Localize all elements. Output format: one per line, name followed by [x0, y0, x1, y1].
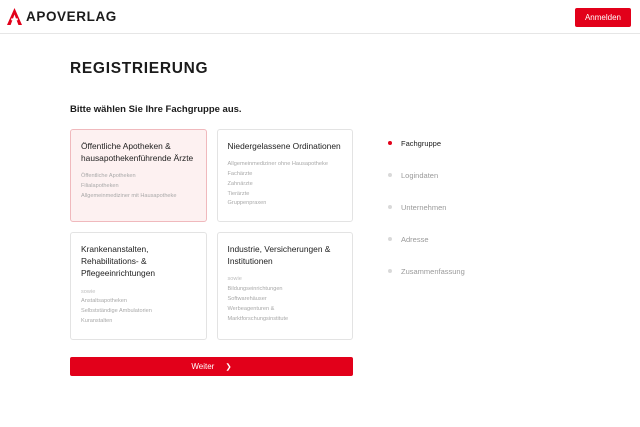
card-subitem: Öffentliche Apotheken [81, 173, 136, 180]
fachgruppe-card-krankenanstalten[interactable] [70, 232, 207, 340]
card-subitem: Allgemeinmediziner ohne Hausapotheke [227, 161, 328, 168]
form-layout [70, 129, 570, 376]
card-subitem: Fachärzte [227, 170, 253, 177]
step-dot-icon [388, 269, 392, 273]
step-label: Adresse [401, 234, 429, 244]
page-title: REGISTRIERUNG [70, 60, 209, 77]
login-button[interactable]: Anmelden [575, 8, 631, 27]
card-subitem: Filialapotheken [81, 183, 119, 190]
card-subitem: Bildungseinrichtungen [227, 286, 283, 293]
fachgruppe-card-industrie[interactable] [217, 232, 354, 340]
step-item-unternehmen[interactable] [388, 191, 570, 223]
card-subitem: Softwarehäuser [227, 296, 267, 303]
card-title: Krankenanstalten, Rehabilitations- & Pflegeeinrichtungen [81, 244, 156, 279]
card-subitem: Marktforschungsinstitute [227, 315, 289, 322]
card-subitem: Zahnärzte [227, 180, 253, 187]
card-subitem: Anstaltsapotheken [81, 298, 128, 305]
fachgruppe-card-ordinationen[interactable] [217, 129, 354, 222]
card-subitems [228, 275, 343, 324]
step-dot-icon [388, 141, 392, 145]
card-subitem: Werbeagenturen & [227, 305, 275, 312]
step-item-zusammenfassung[interactable] [388, 255, 570, 287]
step-dot-icon [388, 173, 392, 177]
card-sowie-label: sowie [81, 288, 96, 295]
card-subitem: Allgemeinmediziner mit Hausapotheke [81, 192, 177, 199]
step-label: Unternehmen [401, 202, 447, 212]
card-title: Niedergelassene Ordinationen [227, 141, 341, 151]
chevron-right-icon: ❯ [225, 361, 232, 371]
card-subitems [81, 172, 196, 201]
step-dot-icon [388, 205, 392, 209]
step-list [388, 127, 570, 287]
step-dot-icon [388, 237, 392, 241]
card-subitems [81, 288, 196, 327]
card-subitem: Selbstständige Ambulatorien [81, 308, 152, 315]
card-title: Öffentliche Apotheken & hausapothekenführende Ärzte [81, 141, 194, 164]
app-header [0, 0, 640, 34]
card-sowie-label: sowie [227, 276, 242, 283]
step-item-fachgruppe[interactable] [388, 127, 570, 159]
card-subitem: Kuranstalten [81, 318, 113, 324]
card-subitem: Gruppenpraxen [227, 200, 267, 207]
card-subitem: Tierärzte [227, 190, 250, 197]
step-label: Fachgruppe [401, 138, 442, 148]
fachgruppe-card-apotheken[interactable] [70, 129, 207, 222]
fachgruppe-selection [70, 129, 353, 376]
step-indicator [353, 129, 570, 287]
fachgruppe-card-grid [70, 129, 353, 340]
card-subitems [228, 160, 343, 209]
step-item-logindaten[interactable] [388, 159, 570, 191]
brand-logo[interactable] [0, 7, 117, 26]
next-button[interactable] [70, 357, 353, 376]
section-subtitle: Bitte wählen Sie Ihre Fachgruppe aus. [70, 104, 242, 115]
registration-page [0, 34, 640, 376]
card-title: Industrie, Versicherungen & Institutionen [227, 244, 331, 267]
apoverlag-a-logo-icon [6, 7, 23, 26]
next-button-label: Weiter [191, 361, 215, 371]
brand-name: APOVERLAG [26, 9, 117, 24]
page-content [70, 60, 570, 376]
step-item-adresse[interactable] [388, 223, 570, 255]
step-label: Logindaten [401, 170, 439, 180]
step-label: Zusammenfassung [401, 266, 465, 276]
